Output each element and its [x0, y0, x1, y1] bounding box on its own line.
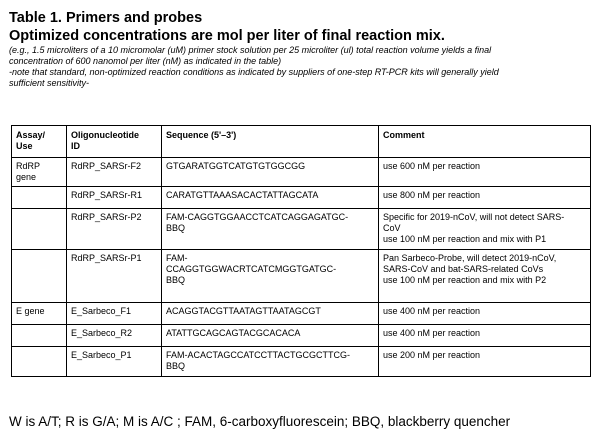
note-line: (e.g., 1.5 microliters of a 10 micromolar (uM) primer stock solution per 25 microliter (ul) total reaction volume yields a final	[9, 45, 492, 55]
table-row	[12, 158, 591, 187]
header-assay: Assay/ Use	[12, 126, 67, 158]
concentration-note	[9, 45, 594, 89]
cell-sequence: FAM-ACACTAGCCATCCTTACTGCGCTTCG- BBQ	[162, 347, 379, 377]
table-row	[12, 347, 591, 377]
table-title: Table 1. Primers and probes	[9, 10, 203, 26]
cell-oligo-id: RdRP_SARSr-F2	[67, 158, 162, 187]
table-header-row	[12, 126, 591, 158]
cell-sequence: FAM-CAGGTGGAACCTCATCAGGAGATGC- BBQ	[162, 209, 379, 250]
cell-comment: Specific for 2019-nCoV, will not detect SARS- CoV use 100 nM per reaction and mix with P1	[379, 209, 591, 250]
cell-oligo-id: RdRP_SARSr-P1	[67, 250, 162, 303]
table-row	[12, 250, 591, 303]
table-row	[12, 187, 591, 209]
header-comment: Comment	[379, 126, 591, 158]
cell-oligo-id: E_Sarbeco_F1	[67, 303, 162, 325]
note-line: sufficient sensitivity-	[9, 78, 90, 88]
cell-comment: use 200 nM per reaction	[379, 347, 591, 377]
cell-comment: use 400 nM per reaction	[379, 303, 591, 325]
table-row	[12, 209, 591, 250]
cell-comment: use 600 nM per reaction	[379, 158, 591, 187]
cell-assay	[12, 250, 67, 303]
cell-assay	[12, 347, 67, 377]
primers-table	[11, 125, 591, 377]
cell-comment: use 400 nM per reaction	[379, 325, 591, 347]
cell-assay: E gene	[12, 303, 67, 325]
cell-sequence: ATATTGCAGCAGTACGCACACA	[162, 325, 379, 347]
cell-assay	[12, 209, 67, 250]
cell-sequence: FAM- CCAGGTGGWACRTCATCMGGTGATGC- BBQ	[162, 250, 379, 303]
cell-assay: RdRP gene	[12, 158, 67, 187]
header-sequence: Sequence (5'–3')	[162, 126, 379, 158]
cell-sequence: ACAGGTACGTTAATAGTTAATAGCGT	[162, 303, 379, 325]
table-subtitle: Optimized concentrations are mol per liter of final reaction mix.	[9, 28, 445, 44]
cell-sequence: GTGARATGGTCATGTGTGGCGG	[162, 158, 379, 187]
abbreviation-footnote: W is A/T; R is G/A; M is A/C ; FAM, 6-carboxyfluorescein; BBQ, blackberry quencher	[9, 414, 511, 429]
cell-oligo-id: RdRP_SARSr-R1	[67, 187, 162, 209]
cell-comment: Pan Sarbeco-Probe, will detect 2019-nCoV, SARS-CoV and bat-SARS-related CoVs use 100 nM per reaction and mix with P2	[379, 250, 591, 303]
cell-oligo-id: RdRP_SARSr-P2	[67, 209, 162, 250]
header-oligo-id: Oligonucleotide ID	[67, 126, 162, 158]
cell-oligo-id: E_Sarbeco_P1	[67, 347, 162, 377]
note-line: -note that standard, non-optimized reaction conditions as indicated by suppliers of one-step RT-PCR kits will generally yield	[9, 67, 499, 77]
note-line: concentration of 600 nanomol per liter (nM) as indicated in the table)	[9, 56, 282, 66]
table-row	[12, 325, 591, 347]
cell-oligo-id: E_Sarbeco_R2	[67, 325, 162, 347]
cell-assay	[12, 187, 67, 209]
cell-comment: use 800 nM per reaction	[379, 187, 591, 209]
table-row	[12, 303, 591, 325]
cell-sequence: CARATGTTAAASACACTATTAGCATA	[162, 187, 379, 209]
cell-assay	[12, 325, 67, 347]
